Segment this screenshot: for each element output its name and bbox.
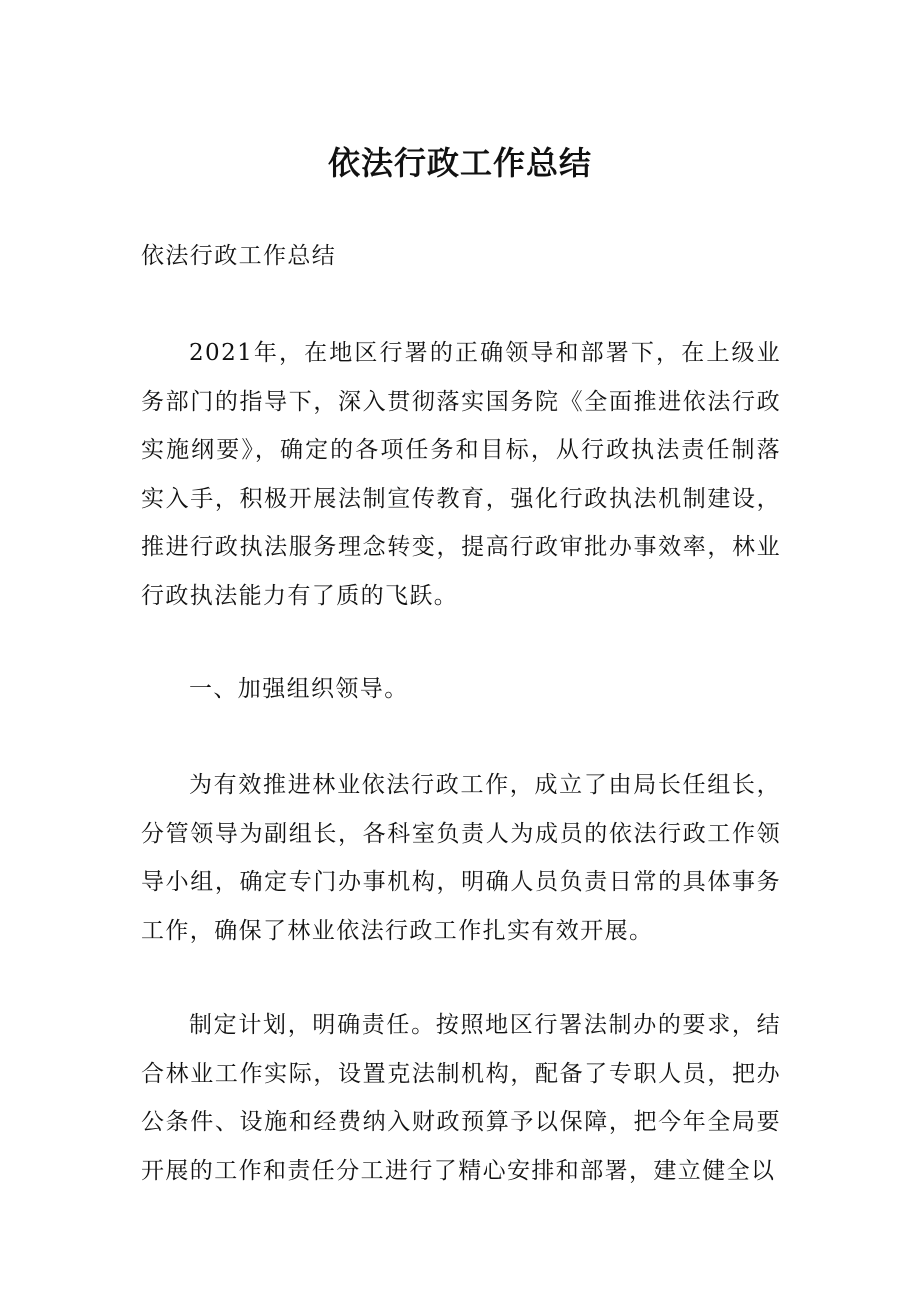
paragraph-organization: 为有效推进林业依法行政工作，成立了由局长任组长，分管领导为副组长，各科室负责人为成员的依法行政工作领导小组，确定专门办事机构，明确人员负责日常的具体事务工作，确保了林业依法行政工作扎实有效开展。: [141, 772, 781, 944]
paragraph-planning: 制定计划，明确责任。按照地区行署法制办的要求，结合林业工作实际，设置克法制机构，配备了专职人员，把办公条件、设施和经费纳入财政预算予以保障，把今年全局要开展的工作和责任分工进行了精心安排和部署，建立健全以: [141, 1012, 781, 1184]
section-heading: 一、加强组织领导。: [189, 676, 409, 702]
document-subtitle: 依法行政工作总结: [141, 243, 337, 269]
document-title: 依法行政工作总结: [327, 144, 592, 183]
paragraph-intro: 2021年，在地区行署的正确领导和部署下，在上级业务部门的指导下，深入贯彻落实国务院《全面推进依法行政实施纲要》，确定的各项任务和目标，从行政执法责任制落实入手，积极开展法制宣传教育，强化行政执法机制建设，推进行政执法服务理念转变，提高行政审批办事效率，林业行政执法能力有了质的飞跃。: [141, 340, 781, 609]
